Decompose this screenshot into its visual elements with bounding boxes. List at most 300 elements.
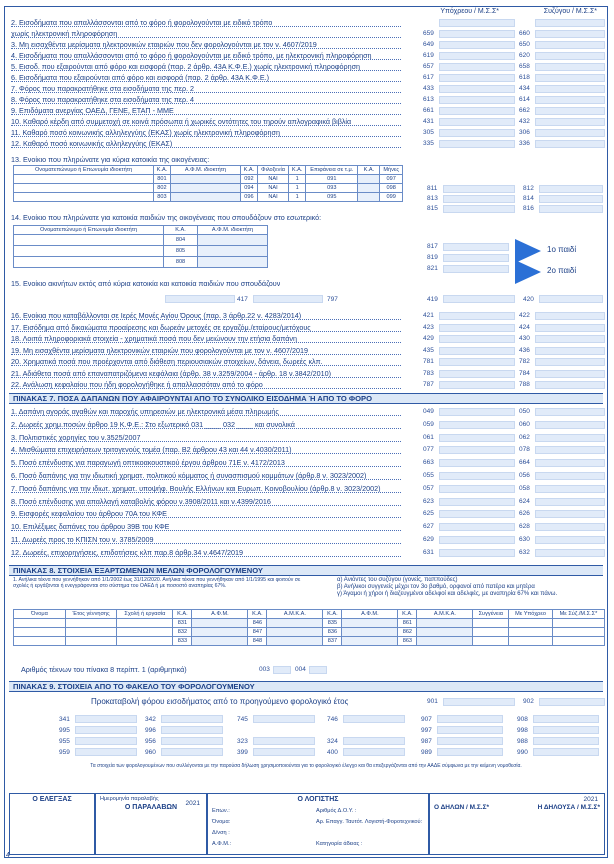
amka-cell[interactable] <box>267 628 323 637</box>
signature-field-label: Κατηγορία άδειας : <box>316 841 363 847</box>
taxpayer-amount-input[interactable] <box>439 312 515 320</box>
spouse-amount-input[interactable] <box>535 129 605 137</box>
code-label: 781 <box>423 358 434 365</box>
column-header: Μήνες <box>380 166 403 175</box>
amount-input[interactable] <box>343 737 405 745</box>
income-row <box>11 62 601 72</box>
col-taxpayer-header: Υπόχρεου / Μ.Σ.Σ* <box>440 8 499 15</box>
school-cell[interactable] <box>117 628 173 637</box>
code-label: 421 <box>423 312 434 319</box>
code-cell: 099 <box>380 193 403 202</box>
afm-cell[interactable] <box>198 257 268 268</box>
income-row-label: χωρίς ηλεκτρονική πληροφόρηση <box>11 29 118 38</box>
taxpayer-amount-input[interactable] <box>439 358 515 366</box>
sig-paralabon: Ημερομηνία παραλαβής 2021 Ο ΠΑΡΑΛΑΒΩΝ <box>95 793 207 855</box>
child2-label: 2ο παιδί <box>547 266 577 275</box>
birth-year-cell[interactable] <box>66 628 117 637</box>
income-row <box>11 106 601 116</box>
income-row-label: 3. Μη εισαχθέντα μερίσματα ηλεκτρονικών εταιριών που δεν φορολογούνται με τον ν. 4607/2019 <box>11 40 317 49</box>
taxpayer-amount-input[interactable] <box>439 370 515 378</box>
rent-amount-input[interactable] <box>539 205 603 213</box>
code-cell: 097 <box>380 175 403 184</box>
spouse-amount-input[interactable] <box>535 347 605 355</box>
rent-input[interactable] <box>165 295 235 303</box>
taxpayer-amount-input[interactable] <box>439 485 515 493</box>
code-label: 630 <box>519 536 530 543</box>
afm-cell[interactable] <box>198 246 268 257</box>
taxpayer-amount-input[interactable] <box>439 446 515 454</box>
income-row <box>11 40 601 50</box>
taxpayer-amount-input[interactable] <box>439 549 515 557</box>
column-header: Ονοματεπώνυμο ή Επωνυμία ιδιοκτήτη <box>14 166 154 175</box>
code-label: 797 <box>327 296 338 303</box>
taxpayer-amount-input[interactable] <box>439 96 515 104</box>
income-row-label: 5. Εισοδ. που εξαιρούνται από φόρο και εισφορά (παρ. 2 άρθρ. 43Α Κ.Φ.Ε.) χωρίς ηλεκτρονική πληροφόρηση <box>11 62 361 71</box>
spouse-amount-input[interactable] <box>535 358 605 366</box>
name-cell[interactable] <box>14 628 66 637</box>
expense-row-label: 8. Ποσό επένδυσης για απαλλαγή καταβολής φόρου ν.3908/2011 και ν.4399/2016 <box>11 496 271 506</box>
hosting-cell[interactable]: ΝΑΙ <box>257 184 288 193</box>
table-row <box>14 246 268 257</box>
taxpayer-amount-input[interactable] <box>439 107 515 115</box>
column-header: Κ.Α. <box>154 166 171 175</box>
taxpayer-amount-input[interactable] <box>439 140 515 148</box>
signature-field-label: Όνομα: <box>212 819 231 825</box>
code-label: 400 <box>327 749 338 756</box>
with-spouse-cell[interactable] <box>552 628 604 637</box>
income-row-label: 8. Φόρος που παρακρατήθηκε στα εισοδήματα της περ. 4 <box>11 95 195 104</box>
spouse-amount-input[interactable] <box>535 140 605 148</box>
column-header: Ονοματεπώνυμο ή Επωνυμία ιδιοκτήτη <box>14 226 164 235</box>
code-label: 062 <box>519 433 530 441</box>
spouse-amount-input[interactable] <box>535 485 605 493</box>
taxpayer-amount-input[interactable] <box>439 324 515 332</box>
spouse-amount-input[interactable] <box>535 30 605 38</box>
code-label: 429 <box>423 335 434 342</box>
code-label: 745 <box>237 716 248 723</box>
spouse-amount-input[interactable] <box>535 421 605 429</box>
owner-name-cell[interactable] <box>14 235 164 246</box>
amount-input[interactable] <box>161 737 223 745</box>
with-taxpayer-cell[interactable] <box>509 619 553 628</box>
spouse-amount-input[interactable] <box>535 498 605 506</box>
spouse-amount-input[interactable] <box>535 118 605 126</box>
code-label: 057 <box>423 484 434 492</box>
amount-input[interactable] <box>437 748 503 756</box>
afm-cell[interactable] <box>198 235 268 246</box>
spouse-amount-input[interactable] <box>535 370 605 378</box>
code-label: 997 <box>421 727 432 734</box>
code-label: 660 <box>519 30 530 37</box>
code-cell: 803 <box>154 193 171 202</box>
amount-input[interactable] <box>253 748 315 756</box>
code-cell: 093 <box>306 184 358 193</box>
code-label: 078 <box>519 446 530 454</box>
afm-cell[interactable] <box>342 637 398 646</box>
owner-name-cell[interactable] <box>14 257 164 268</box>
code-label: 990 <box>517 749 528 756</box>
amount-input[interactable] <box>437 737 503 745</box>
code-label: 664 <box>519 459 530 467</box>
rent-amount-input[interactable] <box>443 254 509 262</box>
column-header: Σχολή ή εργασία <box>117 610 173 619</box>
income-row-label: 6. Εισοδήματα που εξαιρούνται από φόρο και εισφορά (παρ. 2 άρθρ. 43Α Κ.Φ.Ε.) <box>11 73 270 82</box>
amount-input[interactable] <box>533 748 599 756</box>
expense-row <box>11 535 601 545</box>
code-cell: 096 <box>240 193 257 202</box>
birth-year-cell[interactable] <box>66 637 117 646</box>
amka-cell[interactable] <box>417 637 473 646</box>
column-header: Κ.Α. <box>323 610 342 619</box>
dotted-leader <box>11 505 401 506</box>
code-label: 336 <box>519 140 530 147</box>
count-input[interactable] <box>273 666 291 674</box>
dotted-leader <box>11 556 401 557</box>
code-cell: 862 <box>398 628 417 637</box>
code-label: 614 <box>519 96 530 103</box>
taxpayer-amount-input[interactable] <box>439 434 515 442</box>
signature-field-label: Αρ. Επαγγ. Ταυτότ. Λογιστή-Φοροτεχνικού: <box>316 819 423 825</box>
owner-name-cell[interactable] <box>14 184 154 193</box>
rent-amount-input[interactable] <box>443 185 515 193</box>
income-row-label: 10. Καθαρό κέρδη από συμμετοχή σε κοινά πρόσωπα ή χωρικές οντότητες του τηρούν απλογραφικά βιβλία <box>11 117 352 126</box>
taxpayer-amount-input[interactable] <box>439 118 515 126</box>
with-spouse-cell[interactable] <box>552 637 604 646</box>
dotted-leader <box>11 48 401 49</box>
code-label: 420 <box>523 296 534 303</box>
dotted-leader <box>11 453 401 454</box>
code-label: 324 <box>327 738 338 745</box>
spouse-amount-input[interactable] <box>535 19 605 27</box>
amount-input[interactable] <box>75 726 137 734</box>
afm-cell[interactable] <box>342 628 398 637</box>
expense-row-label: 12. Δωρεές, επιχορηγήσεις, επιδοτήσεις κλπ παρ.8 άρθρ.34 ν.4647/2019 <box>11 547 243 557</box>
taxpayer-amount-input[interactable] <box>439 459 515 467</box>
amount-input[interactable] <box>75 748 137 756</box>
income-row-label: 11. Καθαρό ποσό κοινωνικής αλληλεγγύης (ΕΚΑΣ) χωρίς ηλεκτρονική πληροφόρηση <box>11 128 280 137</box>
afm-cell[interactable] <box>342 619 398 628</box>
code-label: 436 <box>519 346 530 354</box>
code-label: 620 <box>519 52 530 59</box>
expense-row <box>11 445 601 455</box>
code-label: 908 <box>517 716 528 723</box>
expense-row-label: 6. Ποσό δαπάνης για την ιδιωτική χρηματ. πολιτικού κόμματος ή συνασπισμού κομμάτων (άρθρ.8 ν. 3023/2002) <box>11 471 367 480</box>
income-row <box>11 117 601 127</box>
amka-cell[interactable] <box>417 619 473 628</box>
code-label: 788 <box>519 381 530 388</box>
tax-form-page <box>4 6 608 858</box>
code-label: 988 <box>517 738 528 745</box>
amount-input[interactable] <box>343 715 405 723</box>
pin8-title: ΠΙΝΑΚΑΣ 8. ΣΤΟΙΧΕΙΑ ΕΞΑΡΤΩΜΕΝΩΝ ΜΕΛΩΝ ΦΟΡΟΛΟΓΟΥΜΕΝΟΥ <box>9 565 603 576</box>
column-header: Α.Φ.Μ. <box>192 610 248 619</box>
taxpayer-amount-input[interactable] <box>439 52 515 60</box>
info-row-label: 20. Χρηματικά ποσά που προέρχονται από διάθεση περιουσιακών στοιχείων, δάνεια, δωρεές κλπ. <box>11 357 323 366</box>
name-cell[interactable] <box>14 619 66 628</box>
expense-row-label: 9. Εισφορές κεφαλαίου του άρθρου 70Α του ΚΦΕ <box>11 509 167 519</box>
rent-amount-input[interactable] <box>443 265 509 273</box>
amount-input[interactable] <box>533 726 599 734</box>
code-label: 061 <box>423 433 434 441</box>
spouse-amount-input[interactable] <box>535 536 605 544</box>
rent-amount-input[interactable] <box>539 195 603 203</box>
hosting-cell[interactable]: ΝΑΙ <box>257 175 288 184</box>
area-cell[interactable] <box>358 175 380 184</box>
afm-cell[interactable] <box>192 619 248 628</box>
table-row <box>14 628 605 637</box>
expense-row <box>11 407 601 417</box>
spouse-amount-input[interactable] <box>535 549 605 557</box>
footer-note: Τα στοιχεία των φορολογουμένων που συλλέγονται με την παρούσα δήλωση χρησιμοποιούνται για το φορολογικό έλεγχο και θα επεξεργάζονται από την ΑΑΔΕ σύμφωνα με την κείμενη νομοθεσία. <box>90 763 522 769</box>
code-cell: 837 <box>323 637 342 646</box>
column-header: Όνομα <box>14 610 66 619</box>
spouse-amount-input[interactable] <box>535 312 605 320</box>
rent-input[interactable] <box>253 295 323 303</box>
dotted-leader <box>11 377 401 378</box>
info-row <box>11 334 601 344</box>
expense-row-label: 11. Δωρεές προς το ΚΠΙΣΝ του ν. 3785/2009 <box>11 535 154 544</box>
spouse-amount-input[interactable] <box>535 74 605 82</box>
spouse-amount-input[interactable] <box>535 510 605 518</box>
dotted-leader <box>11 26 401 27</box>
code-label: 417 <box>237 296 248 303</box>
code-label: 627 <box>423 523 434 531</box>
hosting-cell[interactable]: ΝΑΙ <box>257 193 288 202</box>
info-row <box>11 311 601 321</box>
dotted-leader <box>11 103 401 104</box>
amount-input[interactable] <box>253 737 315 745</box>
sig-dilon: 2021 Ο ΔΗΛΩΝ / Μ.Σ.Σ* Η ΔΗΛΟΥΣΑ / Μ.Σ.Σ* <box>429 793 605 855</box>
with-taxpayer-cell[interactable] <box>509 637 553 646</box>
count-input[interactable] <box>309 666 327 674</box>
code-label: 989 <box>421 749 432 756</box>
dotted-leader <box>11 492 401 493</box>
code-label: 424 <box>519 323 530 331</box>
code-label: 077 <box>423 446 434 454</box>
code-label: 422 <box>519 312 530 319</box>
expense-row <box>11 497 601 507</box>
spouse-amount-input[interactable] <box>535 324 605 332</box>
code-cell: 861 <box>398 619 417 628</box>
taxpayer-amount-input[interactable] <box>439 63 515 71</box>
afm-cell[interactable] <box>192 628 248 637</box>
info-row <box>11 357 601 367</box>
spouse-amount-input[interactable] <box>535 41 605 49</box>
taxpayer-amount-input[interactable] <box>439 347 515 355</box>
birth-year-cell[interactable] <box>66 619 117 628</box>
column-header: Κ.Α. <box>240 166 257 175</box>
table-row <box>14 175 403 184</box>
expense-row-label: 1. Δαπάνη αγοράς αγαθών και παροχής υπηρεσιών με ηλεκτρονικά μέσα πληρωμής <box>11 407 279 416</box>
taxpayer-amount-input[interactable] <box>439 30 515 38</box>
code-label: 430 <box>519 335 530 342</box>
sec14-table <box>13 225 268 268</box>
column-header: Με Σύζ./Μ.Σ.Σ* <box>552 610 604 619</box>
dotted-leader <box>11 466 401 467</box>
spouse-amount-input[interactable] <box>535 434 605 442</box>
amka-cell[interactable] <box>417 628 473 637</box>
relation-cell[interactable] <box>473 637 509 646</box>
amount-input[interactable] <box>437 726 503 734</box>
afm-cell[interactable] <box>170 184 240 193</box>
taxpayer-amount-input[interactable] <box>439 536 515 544</box>
spouse-amount-input[interactable] <box>535 381 605 389</box>
dotted-leader <box>11 92 401 93</box>
spouse-amount-input[interactable] <box>535 52 605 60</box>
child1-label: 1ο παιδί <box>547 245 577 254</box>
relation-cell[interactable] <box>473 619 509 628</box>
amka-cell[interactable] <box>267 637 323 646</box>
column-header: Φιλοξενία <box>257 166 288 175</box>
area-cell[interactable] <box>358 193 380 202</box>
dotted-leader <box>11 319 401 320</box>
expense-row <box>11 509 601 519</box>
prepay-input[interactable] <box>539 698 605 706</box>
spouse-amount-input[interactable] <box>535 446 605 454</box>
taxpayer-amount-input[interactable] <box>439 19 515 27</box>
code-label: 815 <box>427 205 438 212</box>
code-label: 650 <box>519 41 530 48</box>
taxpayer-amount-input[interactable] <box>439 510 515 518</box>
rent-amount-input[interactable] <box>443 243 509 251</box>
code-label: 816 <box>523 205 534 212</box>
code-label: 813 <box>427 195 438 202</box>
taxpayer-amount-input[interactable] <box>439 85 515 93</box>
school-cell[interactable] <box>117 637 173 646</box>
area-cell[interactable] <box>358 184 380 193</box>
column-header: Κ.Α. <box>289 166 306 175</box>
code-label: 305 <box>423 129 434 136</box>
amount-input[interactable] <box>75 715 137 723</box>
spouse-amount-input[interactable] <box>535 96 605 104</box>
income-row-label: 2. Εισοδήματα που απαλλάσσονται από το φόρο ή φορολογούνται με ειδικό τρόπο <box>11 18 273 27</box>
spouse-amount-input[interactable] <box>535 63 605 71</box>
spouse-amount-input[interactable] <box>535 408 605 416</box>
taxpayer-amount-input[interactable] <box>443 295 515 303</box>
school-cell[interactable] <box>117 619 173 628</box>
code-cell: 091 <box>306 175 358 184</box>
afm-cell[interactable] <box>170 175 240 184</box>
code-label: 996 <box>145 727 156 734</box>
page-number: 4 <box>6 852 10 859</box>
taxpayer-amount-input[interactable] <box>439 335 515 343</box>
with-spouse-cell[interactable] <box>552 619 604 628</box>
rent-amount-input[interactable] <box>443 205 515 213</box>
amount-input[interactable] <box>161 726 223 734</box>
amount-input[interactable] <box>75 737 137 745</box>
spouse-amount-input[interactable] <box>539 295 603 303</box>
taxpayer-amount-input[interactable] <box>439 498 515 506</box>
amount-input[interactable] <box>343 748 405 756</box>
owner-name-cell[interactable] <box>14 193 154 202</box>
dotted-leader <box>11 479 401 480</box>
afm-cell[interactable] <box>192 637 248 646</box>
taxpayer-amount-input[interactable] <box>439 381 515 389</box>
amount-input[interactable] <box>161 748 223 756</box>
rent-amount-input[interactable] <box>443 195 515 203</box>
relation-cell[interactable] <box>473 628 509 637</box>
taxpayer-amount-input[interactable] <box>439 408 515 416</box>
income-row <box>11 29 601 39</box>
code-label: 658 <box>519 63 530 70</box>
dotted-leader <box>11 543 401 544</box>
code-label: 625 <box>423 510 434 518</box>
spouse-amount-input[interactable] <box>535 459 605 467</box>
pin8-table <box>13 609 605 646</box>
taxpayer-amount-input[interactable] <box>439 129 515 137</box>
spouse-amount-input[interactable] <box>535 85 605 93</box>
taxpayer-amount-input[interactable] <box>439 74 515 82</box>
code-label: 995 <box>59 727 70 734</box>
expense-row <box>11 522 601 532</box>
code-label: 811 <box>427 185 438 192</box>
spouse-amount-input[interactable] <box>535 107 605 115</box>
code-label: 746 <box>327 716 338 723</box>
code-label: 335 <box>423 140 434 147</box>
code-label: 787 <box>423 381 434 388</box>
name-cell[interactable] <box>14 637 66 646</box>
amka-cell[interactable] <box>267 619 323 628</box>
amount-input[interactable] <box>161 715 223 723</box>
code-label: 059 <box>423 420 434 428</box>
code-label: 956 <box>145 738 156 745</box>
code-label: 435 <box>423 346 434 354</box>
owner-name-cell[interactable] <box>14 175 154 184</box>
amount-input[interactable] <box>533 715 599 723</box>
expense-row-label: 10. Επιλέξιμες δαπάνες του άρθρου 39Β του ΚΦΕ <box>11 522 170 532</box>
amount-input[interactable] <box>533 737 599 745</box>
taxpayer-amount-input[interactable] <box>439 523 515 531</box>
afm-cell[interactable] <box>170 193 240 202</box>
code-label: 987 <box>421 738 432 745</box>
code-cell: 092 <box>240 175 257 184</box>
info-row <box>11 369 601 379</box>
spouse-amount-input[interactable] <box>535 335 605 343</box>
rent-amount-input[interactable] <box>539 185 603 193</box>
taxpayer-amount-input[interactable] <box>439 41 515 49</box>
dotted-leader <box>11 125 401 126</box>
income-row <box>11 73 601 83</box>
column-header: Α.Φ.Μ. ιδιοκτήτη <box>198 226 268 235</box>
amount-input[interactable] <box>437 715 503 723</box>
code-label: 629 <box>423 536 434 543</box>
prepay-input[interactable] <box>443 698 515 706</box>
code-cell: 095 <box>306 193 358 202</box>
code-label: 306 <box>519 129 530 136</box>
taxpayer-amount-input[interactable] <box>439 421 515 429</box>
code-cell: 836 <box>323 628 342 637</box>
code-label: 657 <box>423 63 434 70</box>
table-row <box>14 184 403 193</box>
code-label: 060 <box>519 420 530 428</box>
code-label: 663 <box>423 459 434 467</box>
code-label: 056 <box>519 472 530 479</box>
dotted-leader <box>11 147 401 148</box>
with-taxpayer-cell[interactable] <box>509 628 553 637</box>
dotted-leader <box>11 388 401 389</box>
dotted-leader <box>11 530 401 531</box>
spouse-amount-input[interactable] <box>535 523 605 531</box>
amount-input[interactable] <box>253 715 315 723</box>
table-row <box>14 257 268 268</box>
code-label: 431 <box>423 118 434 125</box>
sec14-title: 14. Ενοίκιο που πληρώνατε για κατοικία παιδιών της οικογένειας που σπουδάζουν στο εσωτερικό: <box>11 213 322 222</box>
spouse-amount-input[interactable] <box>535 472 605 480</box>
taxpayer-amount-input[interactable] <box>439 472 515 480</box>
owner-name-cell[interactable] <box>14 246 164 257</box>
code-cell: 808 <box>164 257 198 268</box>
income-row <box>11 95 601 105</box>
